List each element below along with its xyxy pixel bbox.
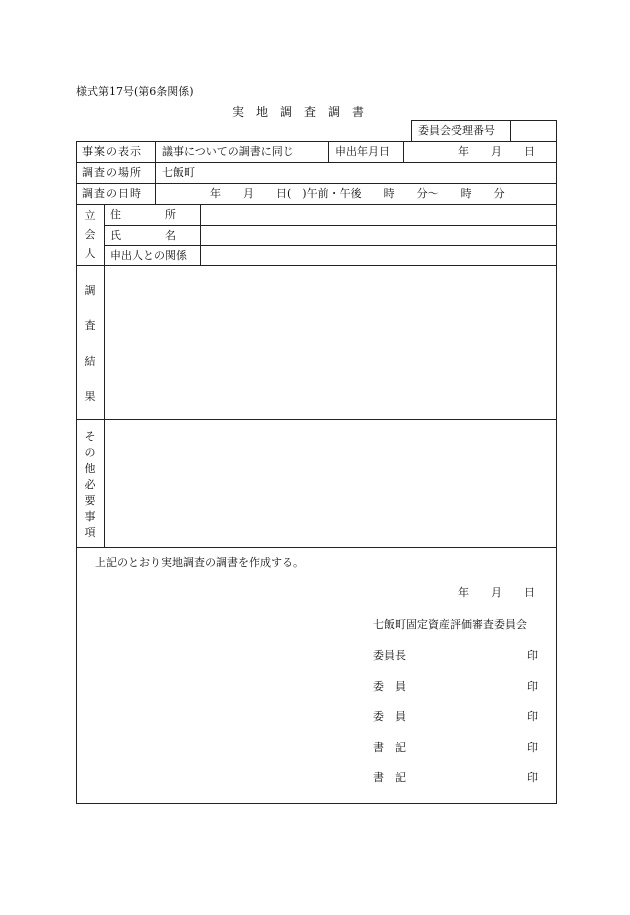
other-field[interactable]: [106, 421, 554, 545]
receipt-number-value[interactable]: [512, 122, 554, 139]
witness-address-label: 住 所: [110, 208, 176, 221]
result-label-char: 調: [84, 284, 96, 297]
signer-role: 委 員: [373, 680, 406, 693]
seal-mark[interactable]: 印: [527, 680, 538, 693]
statement: 上記のとおり実地調査の調書を作成する。: [95, 556, 304, 569]
form-number: 様式第17号(第6条関係): [76, 85, 194, 98]
witness-name-field[interactable]: [202, 227, 554, 243]
witness-label-char: 会: [84, 228, 96, 241]
location-label: 調査の場所: [82, 166, 142, 179]
other-label-char: 他: [84, 462, 96, 475]
seal-mark[interactable]: 印: [527, 649, 538, 662]
result-label-char: 結: [84, 355, 96, 368]
seal-mark[interactable]: 印: [527, 710, 538, 723]
other-label-char: 要: [84, 494, 96, 507]
case-value[interactable]: 議事についての調書に同じ: [162, 145, 294, 158]
other-label-char: の: [84, 446, 96, 459]
witness-name-label: 氏 名: [110, 229, 176, 242]
location-value[interactable]: 七飯町: [162, 166, 195, 179]
application-date-value[interactable]: 年 月 日: [458, 145, 535, 158]
committee-name: 七飯町固定資産評価審査委員会: [373, 618, 527, 631]
signer-role: 委 員: [373, 710, 406, 723]
signer-role: 書 記: [373, 771, 406, 784]
witness-relation-field[interactable]: [202, 247, 554, 263]
witness-label-char: 立: [84, 209, 96, 222]
other-label-char: 事: [84, 510, 96, 523]
page-title: 実 地 調 査 調 書: [232, 105, 365, 119]
footer-date[interactable]: 年 月 日: [458, 586, 535, 599]
case-label: 事案の表示: [82, 145, 142, 158]
other-label-char: 項: [84, 526, 96, 539]
datetime-label: 調査の日時: [82, 187, 142, 200]
other-label-char: そ: [84, 430, 96, 443]
signer-role: 委員長: [373, 649, 406, 662]
result-label-char: 査: [84, 319, 96, 332]
witness-relation-label: 申出人との関係: [110, 249, 187, 262]
witness-label-char: 人: [84, 247, 96, 260]
other-label-char: 必: [84, 478, 96, 491]
result-field[interactable]: [106, 267, 554, 417]
seal-mark[interactable]: 印: [527, 741, 538, 754]
receipt-number-label: 委員会受理番号: [418, 124, 495, 137]
result-label-char: 果: [84, 390, 96, 403]
datetime-value[interactable]: 年 月 日( )午前・午後 時 分～ 時 分: [210, 187, 505, 200]
application-date-label: 申出年月日: [335, 145, 390, 158]
signer-role: 書 記: [373, 741, 406, 754]
witness-address-field[interactable]: [202, 206, 554, 223]
seal-mark[interactable]: 印: [527, 771, 538, 784]
